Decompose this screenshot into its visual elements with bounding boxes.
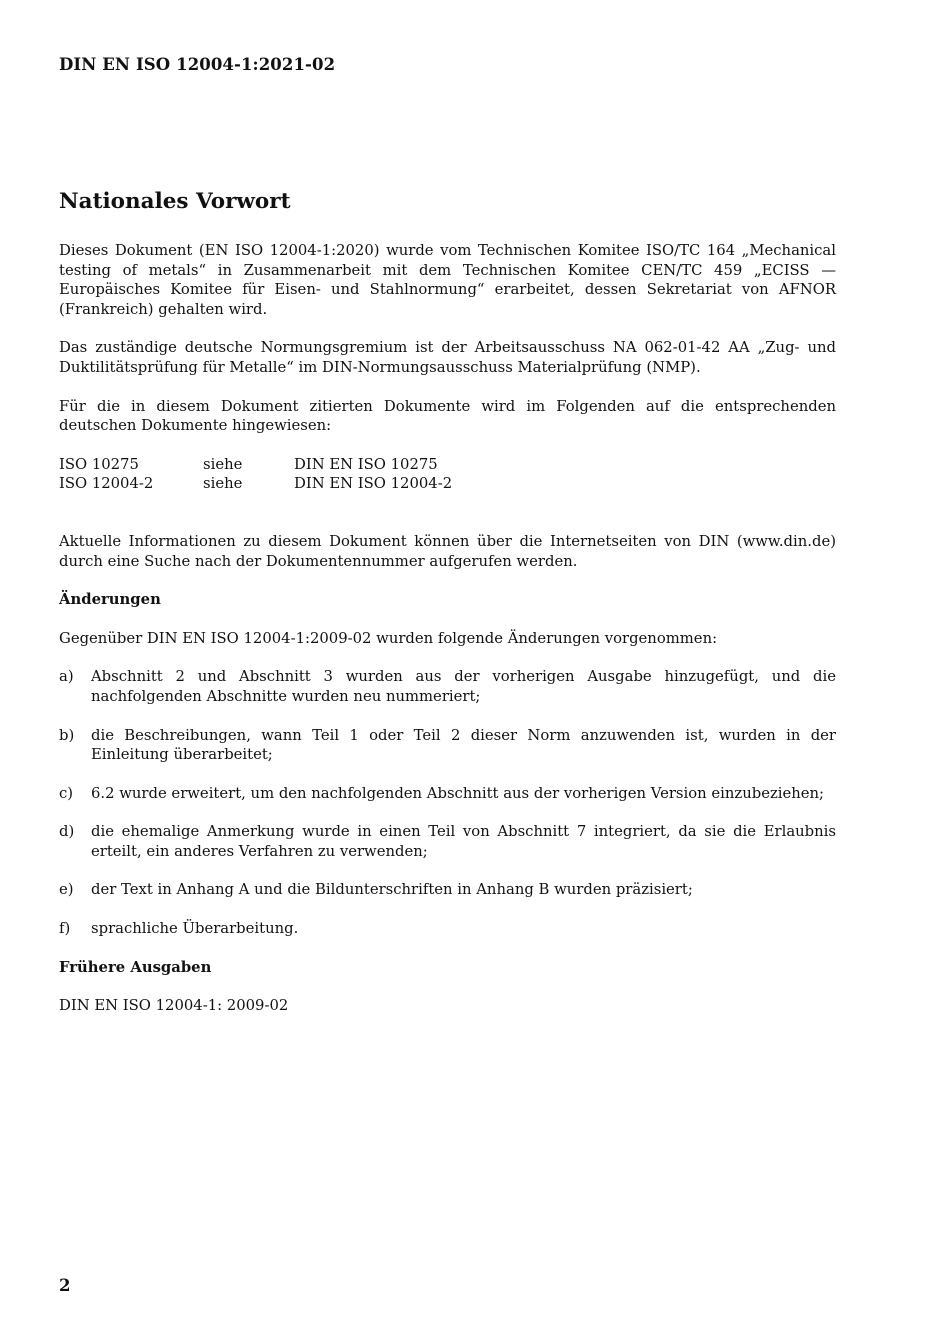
list-marker: c): [59, 784, 74, 802]
list-item: [59, 667, 836, 706]
reference-iso: ISO 10275: [59, 455, 139, 473]
list-item: [59, 784, 836, 804]
list-marker: f): [59, 920, 71, 938]
list-item-text: Abschnitt 2 und Abschnitt 3 wurden aus der vorherigen Ausgabe hinzugefügt, und die nachfolgenden Abschnitte wurden neu nummeriert;: [91, 668, 836, 705]
section-title: Nationales Vorwort: [59, 189, 291, 214]
reference-din: DIN EN ISO 10275: [294, 455, 438, 473]
previous-editions-heading: Frühere Ausgaben: [59, 958, 212, 976]
reference-relation: siehe: [203, 475, 243, 493]
list-marker: a): [59, 668, 74, 686]
list-item-text: der Text in Anhang A und die Bildunterschriften in Anhang B wurden präzisiert;: [91, 881, 693, 899]
changes-heading: Änderungen: [59, 591, 161, 609]
list-item: [59, 726, 836, 765]
changes-intro: Gegenüber DIN EN ISO 12004-1:2009-02 wurden folgende Änderungen vorgenommen:: [59, 629, 718, 647]
document-header-id: DIN EN ISO 12004-1:2021-02: [59, 55, 336, 74]
paragraph-committee: Dieses Dokument (EN ISO 12004-1:2020) wurde vom Technischen Komitee ISO/TC 164 „Mechanical testing of metals“ in Zusammenarbeit mit dem Technischen Komitee CEN/TC 459 „ECISS — Europäisches Komitee für Eisen- und Stahlnormung“ erarbeitet, dessen Sekretariat von AFNOR (Frankreich) gehalten wird.: [59, 242, 836, 318]
list-item: [59, 822, 836, 861]
reference-din: DIN EN ISO 12004-2: [294, 475, 453, 493]
list-item-text: 6.2 wurde erweitert, um den nachfolgenden Abschnitt aus der vorherigen Version einzubeziehen;: [91, 784, 825, 802]
list-item: [59, 880, 836, 900]
paragraph-responsible-body: Das zuständige deutsche Normungsgremium ist der Arbeitsausschuss NA 062-01-42 AA „Zug- und Duktilitätsprüfung für Metalle“ im DIN-Normungsausschuss Materialprüfung (NMP).: [59, 339, 836, 376]
list-item: [59, 919, 836, 939]
list-item-text: die ehemalige Anmerkung wurde in einen Teil von Abschnitt 7 integriert, da sie die Erlaubnis erteilt, ein anderes Verfahren zu verwenden;: [91, 823, 836, 860]
changes-list: [59, 667, 836, 938]
main-content: [59, 188, 836, 1035]
reference-row: [59, 474, 836, 494]
list-marker: b): [59, 726, 75, 744]
list-item-text: die Beschreibungen, wann Teil 1 oder Teil 2 dieser Norm anzuwenden ist, wurden in der Einleitung überarbeitet;: [91, 726, 836, 764]
previous-editions-text: DIN EN ISO 12004-1: 2009-02: [59, 997, 289, 1015]
reference-iso: ISO 12004-2: [59, 475, 154, 493]
list-item-text: sprachliche Überarbeitung.: [91, 920, 299, 938]
paragraph-info: Aktuelle Informationen zu diesem Dokument können über die Internetseiten von DIN (www.din.de) durch eine Suche nach der Dokumentennummer aufgerufen werden.: [59, 532, 836, 570]
list-marker: e): [59, 881, 74, 899]
page-number: 2: [59, 1276, 71, 1295]
list-marker: d): [59, 823, 75, 841]
references-table: [59, 455, 836, 494]
reference-relation: siehe: [203, 455, 243, 473]
reference-row: [59, 455, 836, 475]
paragraph-references-intro: Für die in diesem Dokument zitierten Dokumente wird im Folgenden auf die entsprechenden deutschen Dokumente hingewiesen:: [59, 397, 836, 435]
